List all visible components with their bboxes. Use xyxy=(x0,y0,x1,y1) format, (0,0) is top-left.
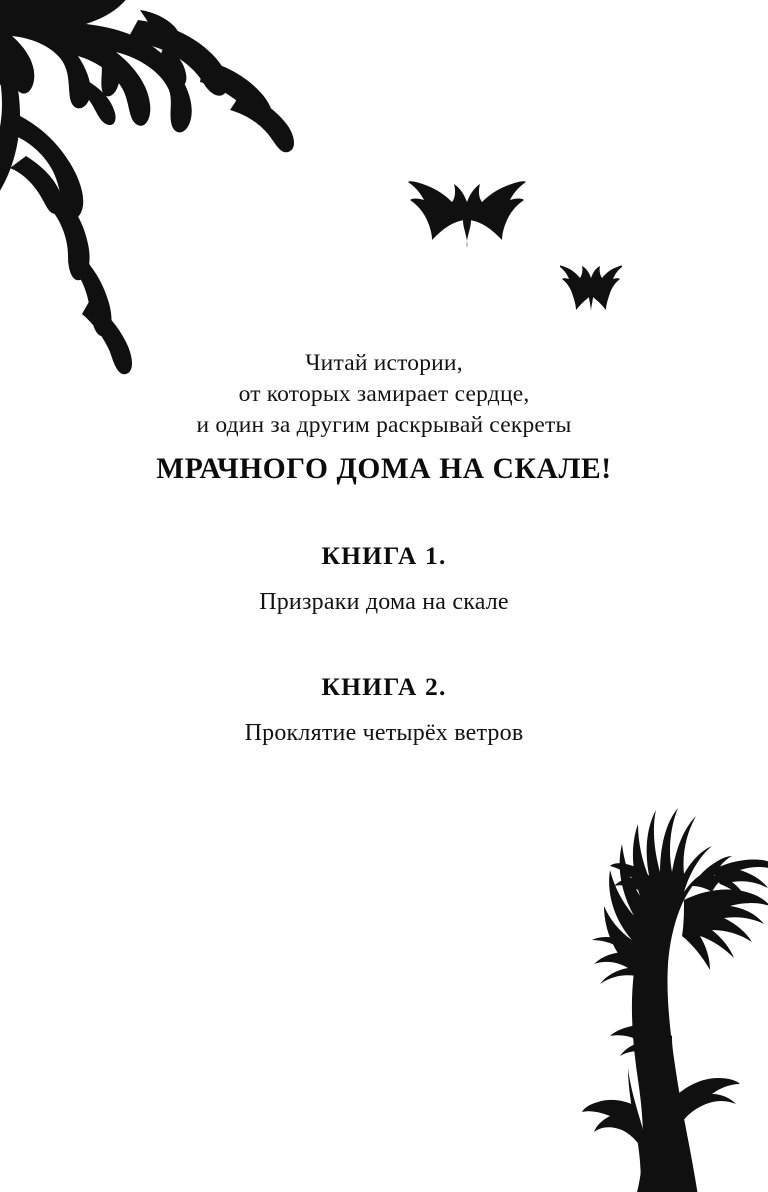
bare-tree-bottom-right-illustration xyxy=(486,776,768,1192)
book-2-title: Проклятие четырёх ветров xyxy=(244,720,524,746)
promo-line-1: Читай истории, xyxy=(305,350,463,376)
book-entry-2 xyxy=(0,672,768,747)
promo-lede xyxy=(0,348,768,487)
promo-text-block xyxy=(0,348,768,747)
book-1-title: Призраки дома на скале xyxy=(259,589,509,615)
bat-large-silhouette-icon xyxy=(408,172,526,258)
promo-line-3: и один за другим раскрывай секреты xyxy=(196,412,572,438)
bat-small-silhouette-icon xyxy=(560,258,622,318)
promo-line-2: от которых замирает сердце, xyxy=(238,381,530,407)
book-2-label: КНИГА 2. xyxy=(321,672,447,701)
promo-emphasis-line: МРАЧНОГО ДОМА НА СКАЛЕ! xyxy=(156,453,612,485)
book-1-label: КНИГА 1. xyxy=(321,541,447,570)
book-entry-1 xyxy=(0,541,768,616)
